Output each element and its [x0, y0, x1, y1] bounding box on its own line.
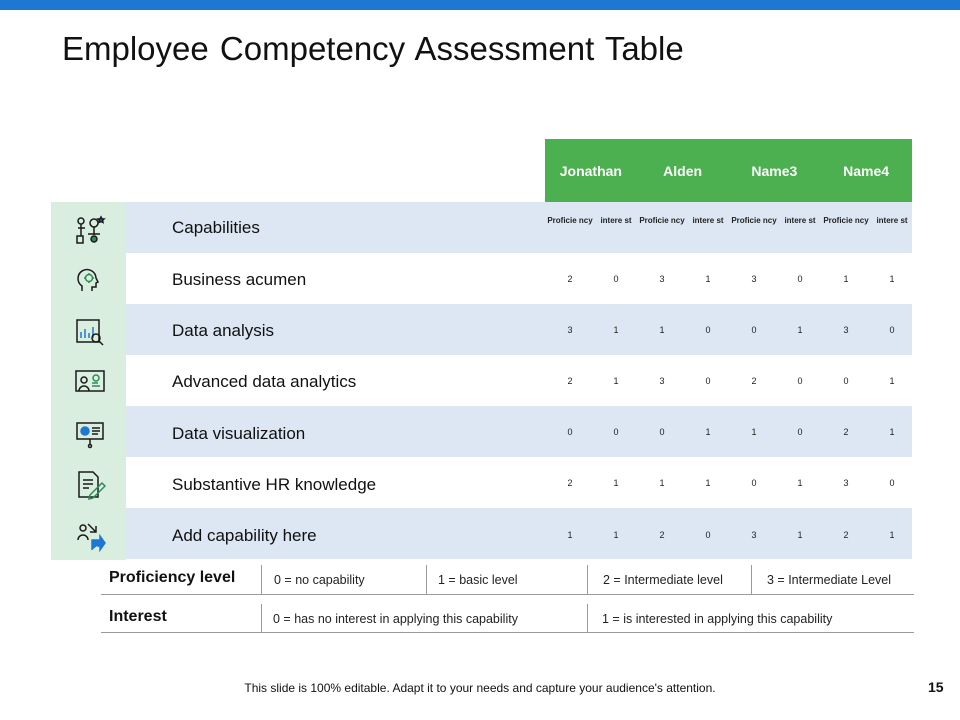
value-cell: 0	[567, 427, 573, 437]
sub-header-proficiency: Proficie ncy	[823, 216, 869, 225]
value-cell: 3	[751, 274, 757, 284]
value-cell: 2	[843, 427, 849, 437]
value-cell: 1	[659, 478, 665, 488]
head-gear-icon	[72, 263, 108, 299]
interest-legend-item: 1 = is interested in applying this capability	[602, 612, 833, 626]
value-cell: 2	[843, 530, 849, 540]
value-cell: 1	[705, 274, 711, 284]
value-cell: 0	[613, 427, 619, 437]
footer-note: This slide is 100% editable. Adapt it to your needs and capture your audience's attention.	[244, 681, 716, 695]
value-cell: 1	[705, 478, 711, 488]
legend-divider	[101, 632, 914, 633]
row-label-add-capability: Add capability here	[172, 526, 317, 545]
name-header-1: Jonathan	[559, 162, 622, 179]
proficiency-legend-item: 2 = Intermediate level	[603, 573, 723, 587]
sub-header-interest: intere st	[784, 216, 816, 225]
value-cell: 1	[751, 427, 757, 437]
value-cell: 0	[889, 325, 895, 335]
value-cell: 0	[705, 325, 711, 335]
value-cell: 2	[567, 478, 573, 488]
arrows-people-icon	[72, 518, 108, 554]
presentation-board-icon	[72, 416, 108, 452]
legend-divider	[101, 594, 914, 595]
capabilities-header-label: Capabilities	[172, 218, 260, 237]
legend-divider	[261, 565, 262, 594]
chart-magnifier-icon	[72, 314, 108, 350]
value-cell: 1	[567, 530, 573, 540]
name-header	[545, 139, 912, 202]
value-cell: 1	[889, 376, 895, 386]
row-label-data-analysis: Data analysis	[172, 321, 275, 340]
value-cell: 0	[797, 274, 803, 284]
value-cell: 1	[613, 376, 619, 386]
value-cell: 0	[889, 478, 895, 488]
slide-title: Employee Competency Assessment Table	[62, 30, 684, 67]
value-cell: 1	[843, 274, 849, 284]
value-cell: 0	[705, 530, 711, 540]
interest-legend-title: Interest	[109, 608, 167, 625]
value-cell: 1	[613, 530, 619, 540]
value-cell: 3	[843, 478, 849, 488]
value-cell: 1	[889, 530, 895, 540]
value-cell: 0	[751, 325, 757, 335]
name-header-3: Name3	[751, 162, 798, 179]
value-cell: 2	[567, 376, 573, 386]
value-cell: 2	[567, 274, 573, 284]
sub-header-proficiency: Proficie ncy	[639, 216, 685, 225]
row-label-substantive-hr-knowledge: Substantive HR knowledge	[172, 475, 377, 494]
sub-header-interest: intere st	[600, 216, 632, 225]
legend-divider	[587, 565, 588, 594]
name-header-2: Alden	[663, 162, 703, 179]
analyst-board-icon	[72, 365, 108, 401]
row-label-business-acumen: Business acumen	[172, 270, 307, 289]
value-cell: 1	[889, 427, 895, 437]
sub-header-interest: intere st	[876, 216, 908, 225]
value-cell: 2	[751, 376, 757, 386]
value-cell: 1	[705, 427, 711, 437]
name-header-4: Name4	[843, 162, 890, 179]
value-cell: 0	[843, 376, 849, 386]
legend-divider	[426, 565, 427, 594]
interest-legend-item: 0 = has no interest in applying this capability	[273, 612, 518, 626]
proficiency-legend-item: 0 = no capability	[274, 573, 365, 587]
proficiency-legend-item: 1 = basic level	[438, 573, 518, 587]
sub-header-proficiency: Proficie ncy	[731, 216, 777, 225]
top-accent-bar	[0, 0, 960, 10]
row-label-advanced-data-analytics: Advanced data analytics	[172, 372, 357, 391]
value-cell: 0	[705, 376, 711, 386]
value-cell: 1	[797, 530, 803, 540]
value-cell: 1	[797, 325, 803, 335]
legend-divider	[587, 604, 588, 632]
value-cell: 1	[613, 478, 619, 488]
proficiency-legend-title: Proficiency level	[109, 569, 236, 586]
row-label-data-visualization: Data visualization	[172, 424, 306, 443]
page-number: 15	[928, 679, 944, 695]
proficiency-legend-item: 3 = Intermediate Level	[767, 573, 892, 587]
value-cell: 3	[659, 376, 665, 386]
value-cell: 1	[797, 478, 803, 488]
value-cell: 1	[889, 274, 895, 284]
value-cell: 0	[797, 427, 803, 437]
document-pencil-icon	[72, 467, 108, 503]
value-cell: 1	[613, 325, 619, 335]
value-cell: 3	[567, 325, 573, 335]
value-cell: 1	[659, 325, 665, 335]
value-cell: 0	[659, 427, 665, 437]
value-cell: 0	[613, 274, 619, 284]
value-cell: 3	[843, 325, 849, 335]
sub-header-interest: intere st	[692, 216, 724, 225]
legend-divider	[261, 604, 262, 632]
value-cell: 3	[751, 530, 757, 540]
value-cell: 0	[751, 478, 757, 488]
value-cell: 0	[797, 376, 803, 386]
value-cell: 3	[659, 274, 665, 284]
legend-divider	[751, 565, 752, 594]
capabilities-icon	[72, 212, 108, 248]
value-cell: 2	[659, 530, 665, 540]
sub-header-proficiency: Proficie ncy	[547, 216, 593, 225]
